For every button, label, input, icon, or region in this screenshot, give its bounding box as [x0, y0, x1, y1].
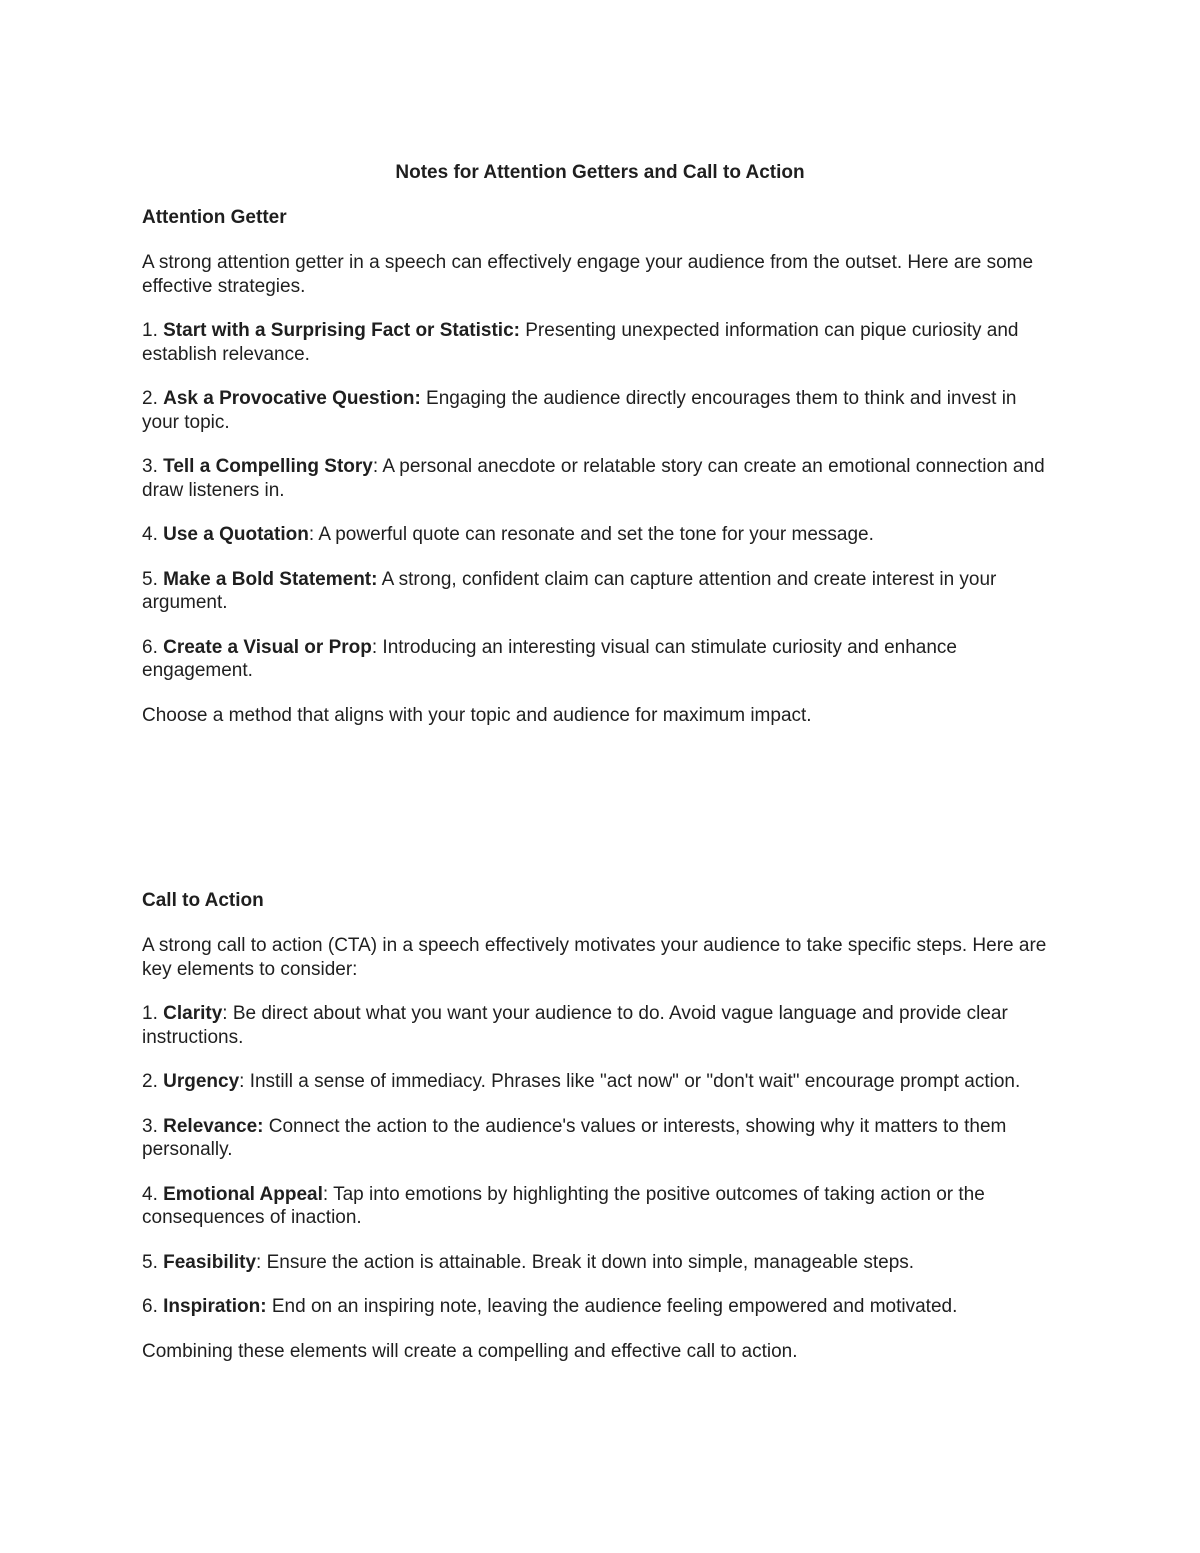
list-item	[142, 1070, 1052, 1094]
list-item	[142, 1251, 1052, 1275]
item-text: : A powerful quote can resonate and set the tone for your message.	[308, 524, 874, 545]
item-term: Make a Bold Statement:	[163, 568, 378, 590]
item-term: Relevance:	[163, 1115, 264, 1137]
item-term: Start with a Surprising Fact or Statistic:	[163, 320, 520, 341]
item-number: 6.	[142, 1296, 164, 1317]
section-heading-attention-getter: Attention Getter	[142, 207, 287, 228]
item-term: Create a Visual or Prop	[163, 636, 372, 658]
item-text: : Introducing an interesting visual can stimulate curiosity and enhance engagement.	[142, 636, 957, 681]
item-term: Feasibility	[163, 1251, 257, 1273]
item-number: 3.	[142, 1115, 164, 1137]
item-term: Clarity	[163, 1003, 223, 1024]
item-text: : Be direct about what you want your audience to do. Avoid vague language and provide clear instructions.	[142, 1003, 1008, 1048]
item-text: Engaging the audience directly encourages them to think and invest in your topic.	[142, 388, 1017, 433]
item-term: Use a Quotation	[163, 524, 309, 545]
item-number: 4.	[142, 524, 164, 545]
list-item	[142, 387, 1052, 434]
item-text: : Tap into emotions by highlighting the positive outcomes of taking action or the consequences of inaction.	[142, 1183, 985, 1228]
item-number: 1.	[142, 320, 164, 341]
item-number: 2.	[142, 388, 164, 409]
list-item	[142, 568, 1052, 615]
list-item	[142, 523, 1052, 547]
attention-closing: Choose a method that aligns with your topic and audience for maximum impact.	[142, 704, 812, 726]
cta-intro: A strong call to action (CTA) in a speech effectively motivates your audience to take specific steps. Here are key elements to consider:	[142, 935, 1047, 980]
item-number: 5.	[142, 1251, 164, 1273]
item-number: 1.	[142, 1003, 164, 1024]
item-number: 5.	[142, 568, 164, 590]
item-text: A strong, confident claim can capture attention and create interest in your argument.	[142, 568, 997, 613]
item-text: : Ensure the action is attainable. Break it down into simple, manageable steps.	[256, 1251, 915, 1273]
item-number: 3.	[142, 456, 164, 477]
item-text: Connect the action to the audience's values or interests, showing why it matters to them personally.	[142, 1115, 1007, 1160]
attention-getter-section	[142, 206, 1052, 748]
list-item	[142, 1115, 1052, 1162]
page-title: Notes for Attention Getters and Call to Action	[395, 162, 805, 183]
attention-intro: A strong attention getter in a speech can effectively engage your audience from the outset. Here are some effective strategies.	[142, 252, 1034, 297]
list-item	[142, 636, 1052, 683]
item-number: 2.	[142, 1071, 164, 1092]
call-to-action-section	[142, 889, 1052, 1384]
item-number: 4.	[142, 1183, 164, 1205]
list-item	[142, 1295, 1052, 1319]
item-number: 6.	[142, 636, 164, 658]
item-term: Ask a Provocative Question:	[163, 388, 421, 409]
item-term: Emotional Appeal	[163, 1183, 323, 1205]
item-text: Presenting unexpected information can pique curiosity and establish relevance.	[142, 320, 1019, 365]
item-term: Tell a Compelling Story	[163, 456, 373, 477]
item-text: : Instill a sense of immediacy. Phrases like "act now" or "don't wait" encourage prompt action.	[239, 1071, 1021, 1092]
item-term: Urgency	[163, 1071, 240, 1092]
item-text: End on an inspiring note, leaving the audience feeling empowered and motivated.	[266, 1296, 958, 1317]
list-item	[142, 319, 1052, 366]
list-item	[142, 1183, 1052, 1230]
list-item	[142, 455, 1052, 502]
list-item	[142, 1002, 1052, 1049]
item-text: : A personal anecdote or relatable story can create an emotional connection and draw listeners in.	[142, 456, 1045, 501]
item-term: Inspiration:	[163, 1296, 267, 1317]
cta-closing: Combining these elements will create a compelling and effective call to action.	[142, 1340, 798, 1362]
section-heading-call-to-action: Call to Action	[142, 890, 264, 911]
